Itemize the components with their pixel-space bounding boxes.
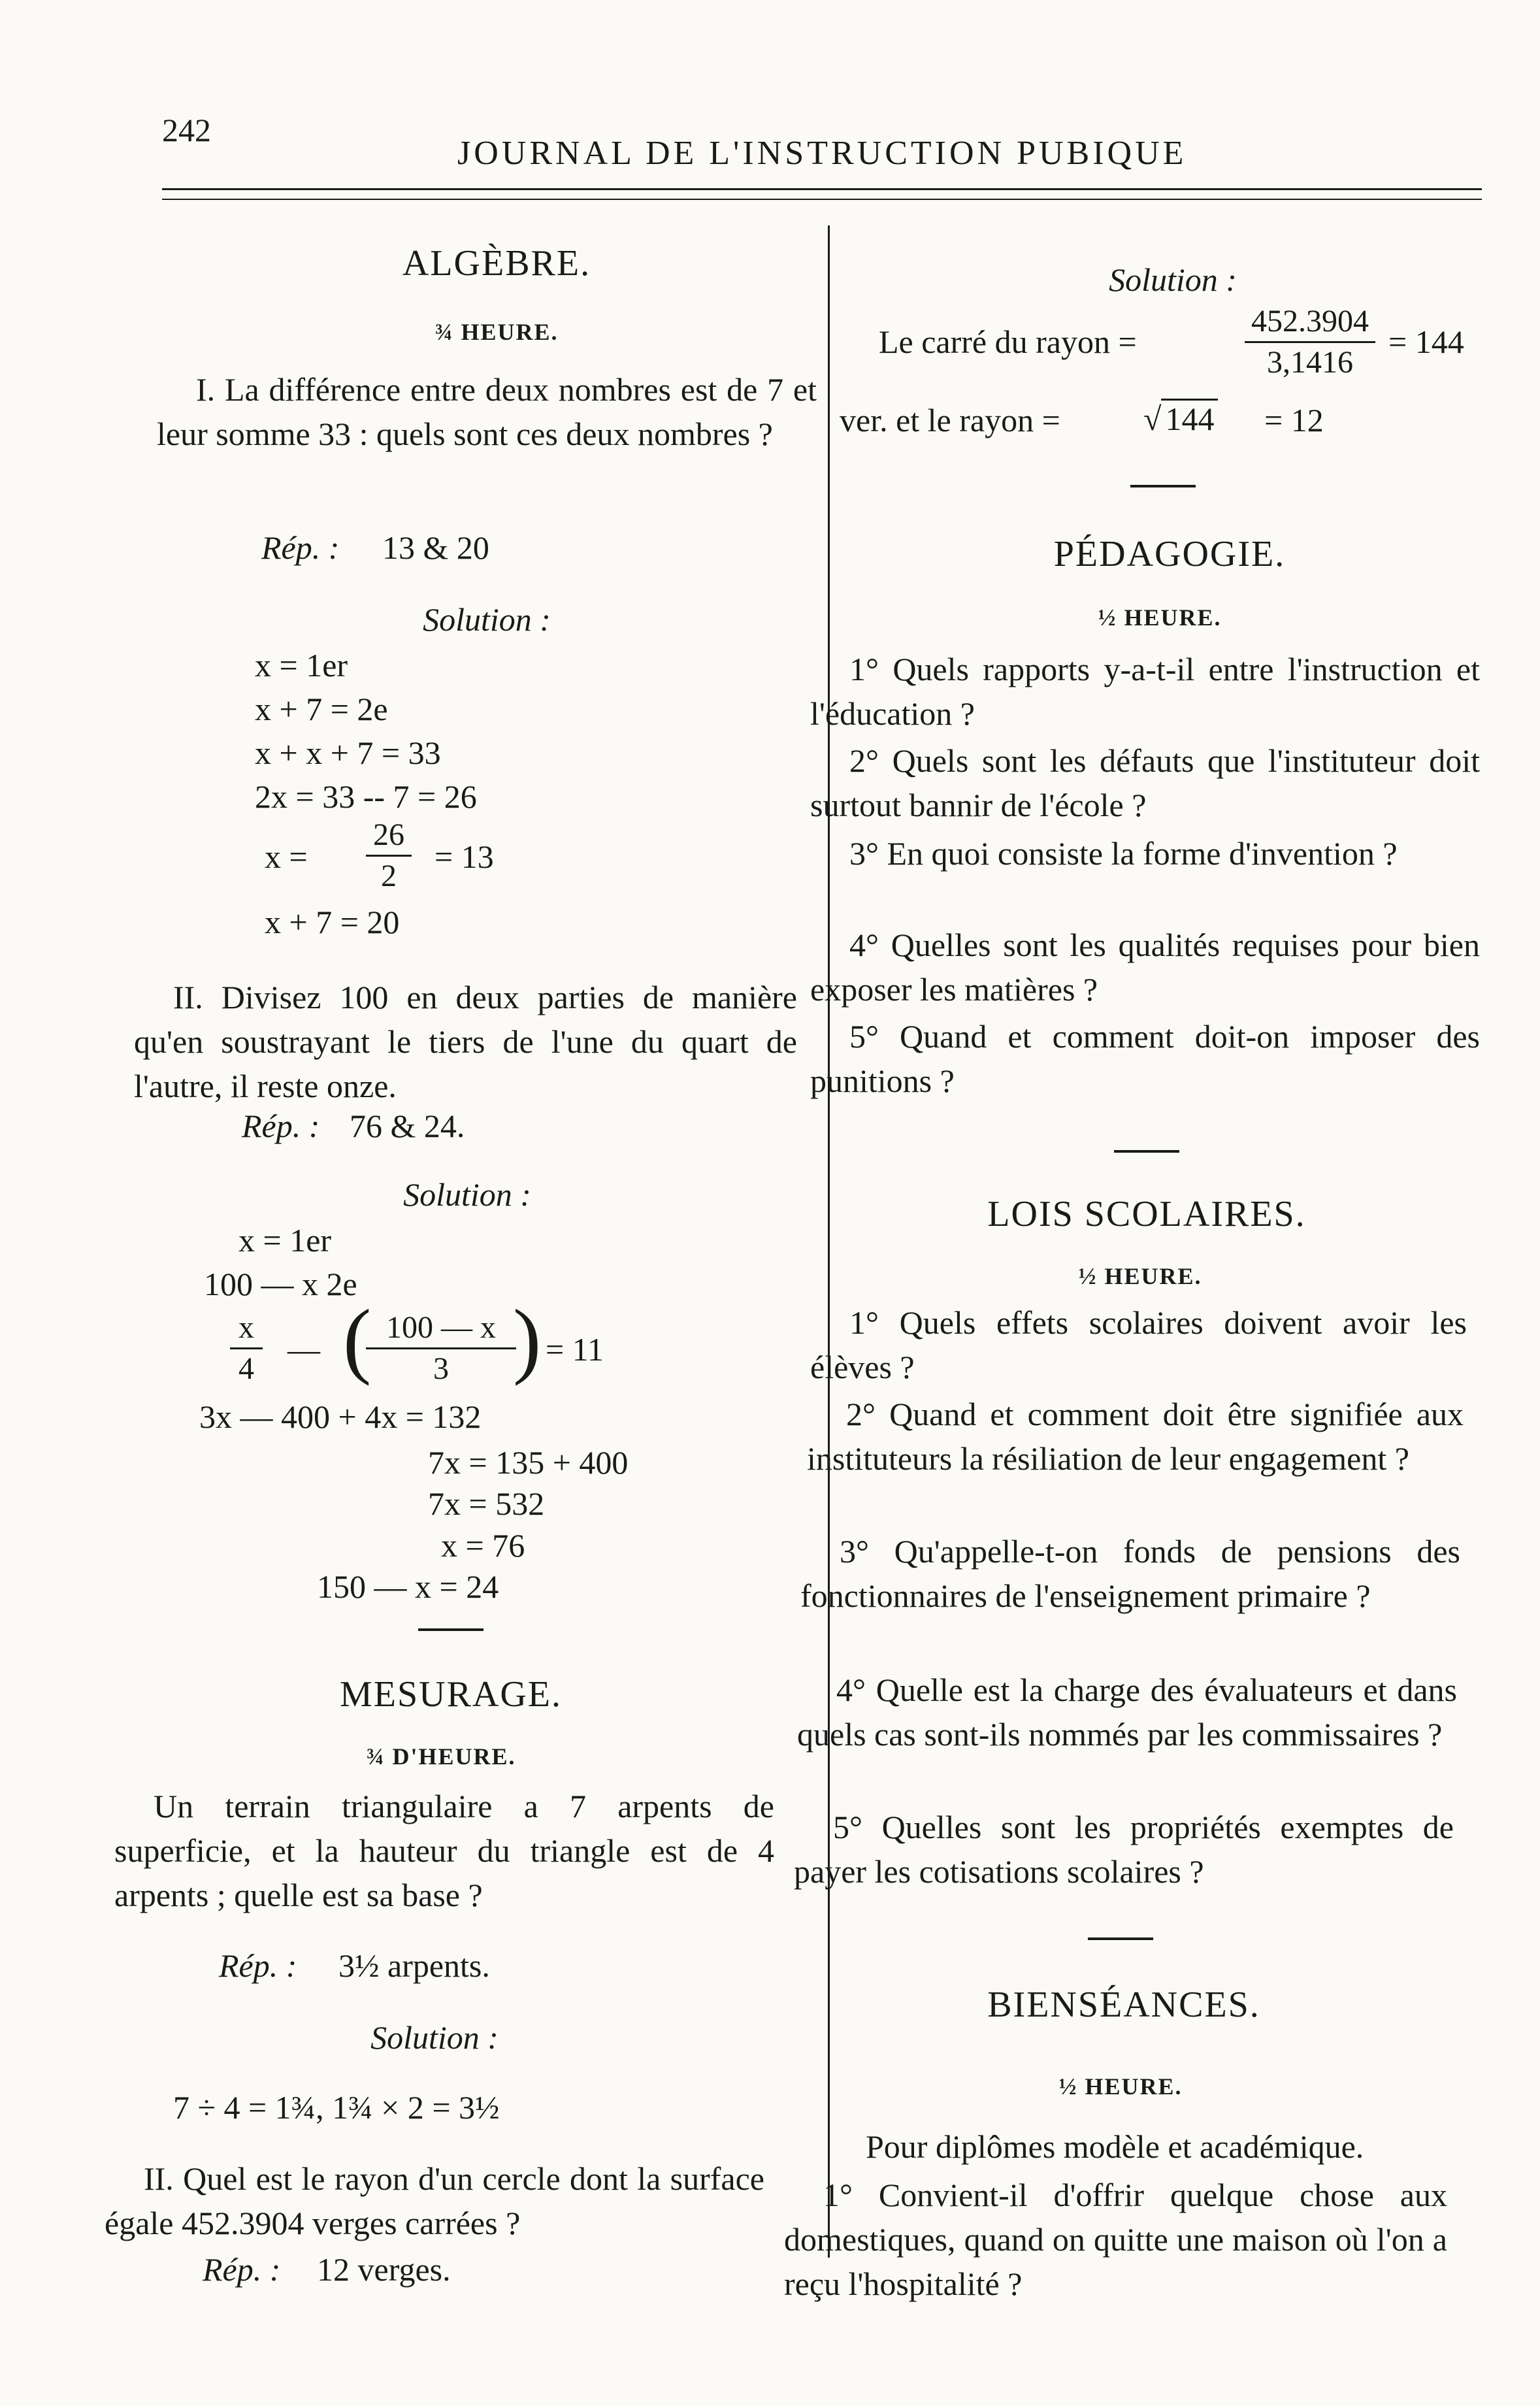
section-divider — [418, 1628, 483, 1631]
carre-rhs: = 144 — [1388, 323, 1464, 360]
close-paren: ) — [513, 1293, 542, 1387]
algebre-s2-eq-6: 7x = 532 — [428, 1485, 545, 1522]
lois-title: LOIS SCOLAIRES. — [987, 1194, 1306, 1234]
mesurage-rep2-value: 12 verges. — [317, 2251, 451, 2288]
fraction-numerator: 452.3904 — [1245, 302, 1375, 343]
fraction-denominator: 4 — [238, 1351, 254, 1386]
fraction-denominator: 2 — [381, 859, 397, 893]
bienseances-q1: 1° Convient-il d'offrir quelque chose aux domestiques, quand on quitte une maison où l'on a reçu l'hospitalité ? — [784, 2177, 1447, 2302]
algebre-solution-label: Solution : — [423, 601, 551, 638]
fraction-numerator: 26 — [366, 816, 412, 857]
algebre-eq-5-rhs: = 13 — [434, 838, 494, 875]
algebre-eq-3: x + x + 7 = 33 — [255, 734, 441, 771]
algebre-time: ¾ HEURE. — [434, 319, 559, 345]
rayon-label: ver. et le rayon = — [840, 402, 1060, 438]
lois-q4: 4° Quelle est la charge des évaluateurs et dans quels cas sont-ils nommés par les commissaires ? — [797, 1672, 1457, 1753]
mesurage-time: ¾ D'HEURE. — [366, 1743, 516, 1770]
pedagogie-q5: 5° Quand et comment doit-on imposer des punitions ? — [810, 1018, 1480, 1099]
lois-q1: 1° Quels effets scolaires doivent avoir les élèves ? — [810, 1304, 1467, 1385]
open-paren: ( — [343, 1293, 372, 1387]
algebre-s2-eq-5: 7x = 135 + 400 — [428, 1444, 629, 1481]
fraction-denominator: 3 — [433, 1351, 449, 1386]
algebre-s2-eq-2: 100 — x 2e — [204, 1266, 357, 1302]
lois-q3: 3° Qu'appelle-t-on fonds de pensions des fonctionnaires de l'enseignement primaire ? — [800, 1533, 1460, 1614]
lois-time: ½ HEURE. — [1078, 1263, 1202, 1289]
lois-q2: 2° Quand et comment doit être signifiée aux instituteurs la résiliation de leur engagement ? — [807, 1396, 1464, 1477]
algebre-eq-5-fraction — [366, 816, 412, 896]
running-title: JOURNAL DE L'INSTRUCTION PUBIQUE — [457, 135, 1187, 172]
header-rule-bottom — [162, 199, 1482, 200]
pedagogie-q4: 4° Quelles sont les qualités requises pour bien exposer les matières ? — [810, 927, 1480, 1008]
header-rule-top — [162, 188, 1482, 190]
algebre-s2-eq-4: 3x — 400 + 4x = 132 — [199, 1398, 482, 1435]
algebre-question-2: II. Divisez 100 en deux parties de manière qu'en soustrayant le tiers de l'une du quart de l'autre, il reste onze. — [134, 979, 797, 1104]
carre-fraction — [1245, 302, 1375, 382]
column-divider — [828, 225, 830, 2258]
mesurage-rep-label: Rép. : — [219, 1947, 297, 1984]
rayon-sqrt — [1143, 400, 1218, 438]
algebre-rep2-value: 76 & 24. — [350, 1108, 465, 1144]
algebre-eq-6: x + 7 = 20 — [265, 904, 400, 940]
algebre-eq-5-lhs: x = — [265, 838, 308, 875]
mesurage-question-1: Un terrain triangulaire a 7 arpents de superficie, et la hauteur du triangle est de 4 arpents ; quelle est sa base ? — [114, 1788, 774, 1913]
algebre-s2-eq-7: x = 76 — [441, 1527, 525, 1564]
mesurage-solution-label: Solution : — [370, 2019, 499, 2056]
algebre-s2-fraction-x4 — [230, 1308, 263, 1389]
mesurage-question-2: II. Quel est le rayon d'un cercle dont la surface égale 452.3904 verges carrées ? — [105, 2160, 764, 2241]
rayon-solution-label: Solution : — [1109, 261, 1237, 298]
page-number: 242 — [162, 112, 211, 148]
algebre-eq-2: x + 7 = 2e — [255, 691, 388, 727]
algebre-s2-minus: — — [287, 1331, 320, 1368]
algebre-s2-eq-1: x = 1er — [238, 1222, 332, 1259]
section-divider — [1130, 485, 1196, 487]
algebre-s2-fraction-100x3 — [366, 1308, 516, 1389]
algebre-rep-value: 13 & 20 — [382, 529, 489, 566]
algebre-eq-4: 2x = 33 -- 7 = 26 — [255, 778, 477, 815]
section-divider — [1088, 1937, 1153, 1940]
rayon-rhs: = 12 — [1264, 402, 1324, 438]
fraction-numerator: x — [230, 1308, 263, 1349]
section-divider — [1114, 1150, 1179, 1153]
pedagogie-q3: 3° En quoi consiste la forme d'invention ? — [849, 835, 1398, 872]
mesurage-rep-value: 3½ arpents. — [338, 1947, 490, 1984]
pedagogie-time: ½ HEURE. — [1098, 604, 1222, 631]
carre-label: Le carré du rayon = — [879, 323, 1137, 360]
algebre-title: ALGÈBRE. — [402, 243, 591, 284]
algebre-rep-label: Rép. : — [261, 529, 340, 566]
sqrt-sign: √ — [1143, 401, 1162, 437]
algebre-rep2-label: Rép. : — [242, 1108, 320, 1144]
algebre-eq-1: x = 1er — [255, 647, 348, 684]
algebre-solution2-label: Solution : — [403, 1176, 531, 1213]
algebre-question-1: I. La différence entre deux nombres est de 7 et leur somme 33 : quels sont ces deux nombres ? — [157, 371, 817, 452]
fraction-numerator: 100 — x — [366, 1308, 516, 1349]
sqrt-radicand: 144 — [1161, 399, 1218, 437]
mesurage-eq: 7 ÷ 4 = 1¾, 1¾ × 2 = 3½ — [173, 2089, 500, 2126]
bienseances-intro: Pour diplômes modèle et académique. — [866, 2128, 1364, 2165]
pedagogie-title: PÉDAGOGIE. — [1053, 534, 1286, 574]
fraction-denominator: 3,1416 — [1267, 345, 1353, 380]
bienseances-title: BIENSÉANCES. — [987, 1985, 1260, 2025]
pedagogie-q1: 1° Quels rapports y-a-t-il entre l'instruction et l'éducation ? — [810, 651, 1480, 732]
mesurage-title: MESURAGE. — [339, 1674, 563, 1715]
pedagogie-q2: 2° Quels sont les défauts que l'instituteur doit surtout bannir de l'école ? — [810, 742, 1480, 823]
mesurage-rep2-label: Rép. : — [203, 2251, 281, 2288]
lois-q5: 5° Quelles sont les propriétés exemptes de payer les cotisations scolaires ? — [794, 1809, 1454, 1890]
bienseances-time: ½ HEURE. — [1058, 2073, 1183, 2100]
algebre-s2-eq-8: 150 — x = 24 — [317, 1568, 499, 1605]
algebre-s2-rhs: = 11 — [546, 1331, 604, 1368]
